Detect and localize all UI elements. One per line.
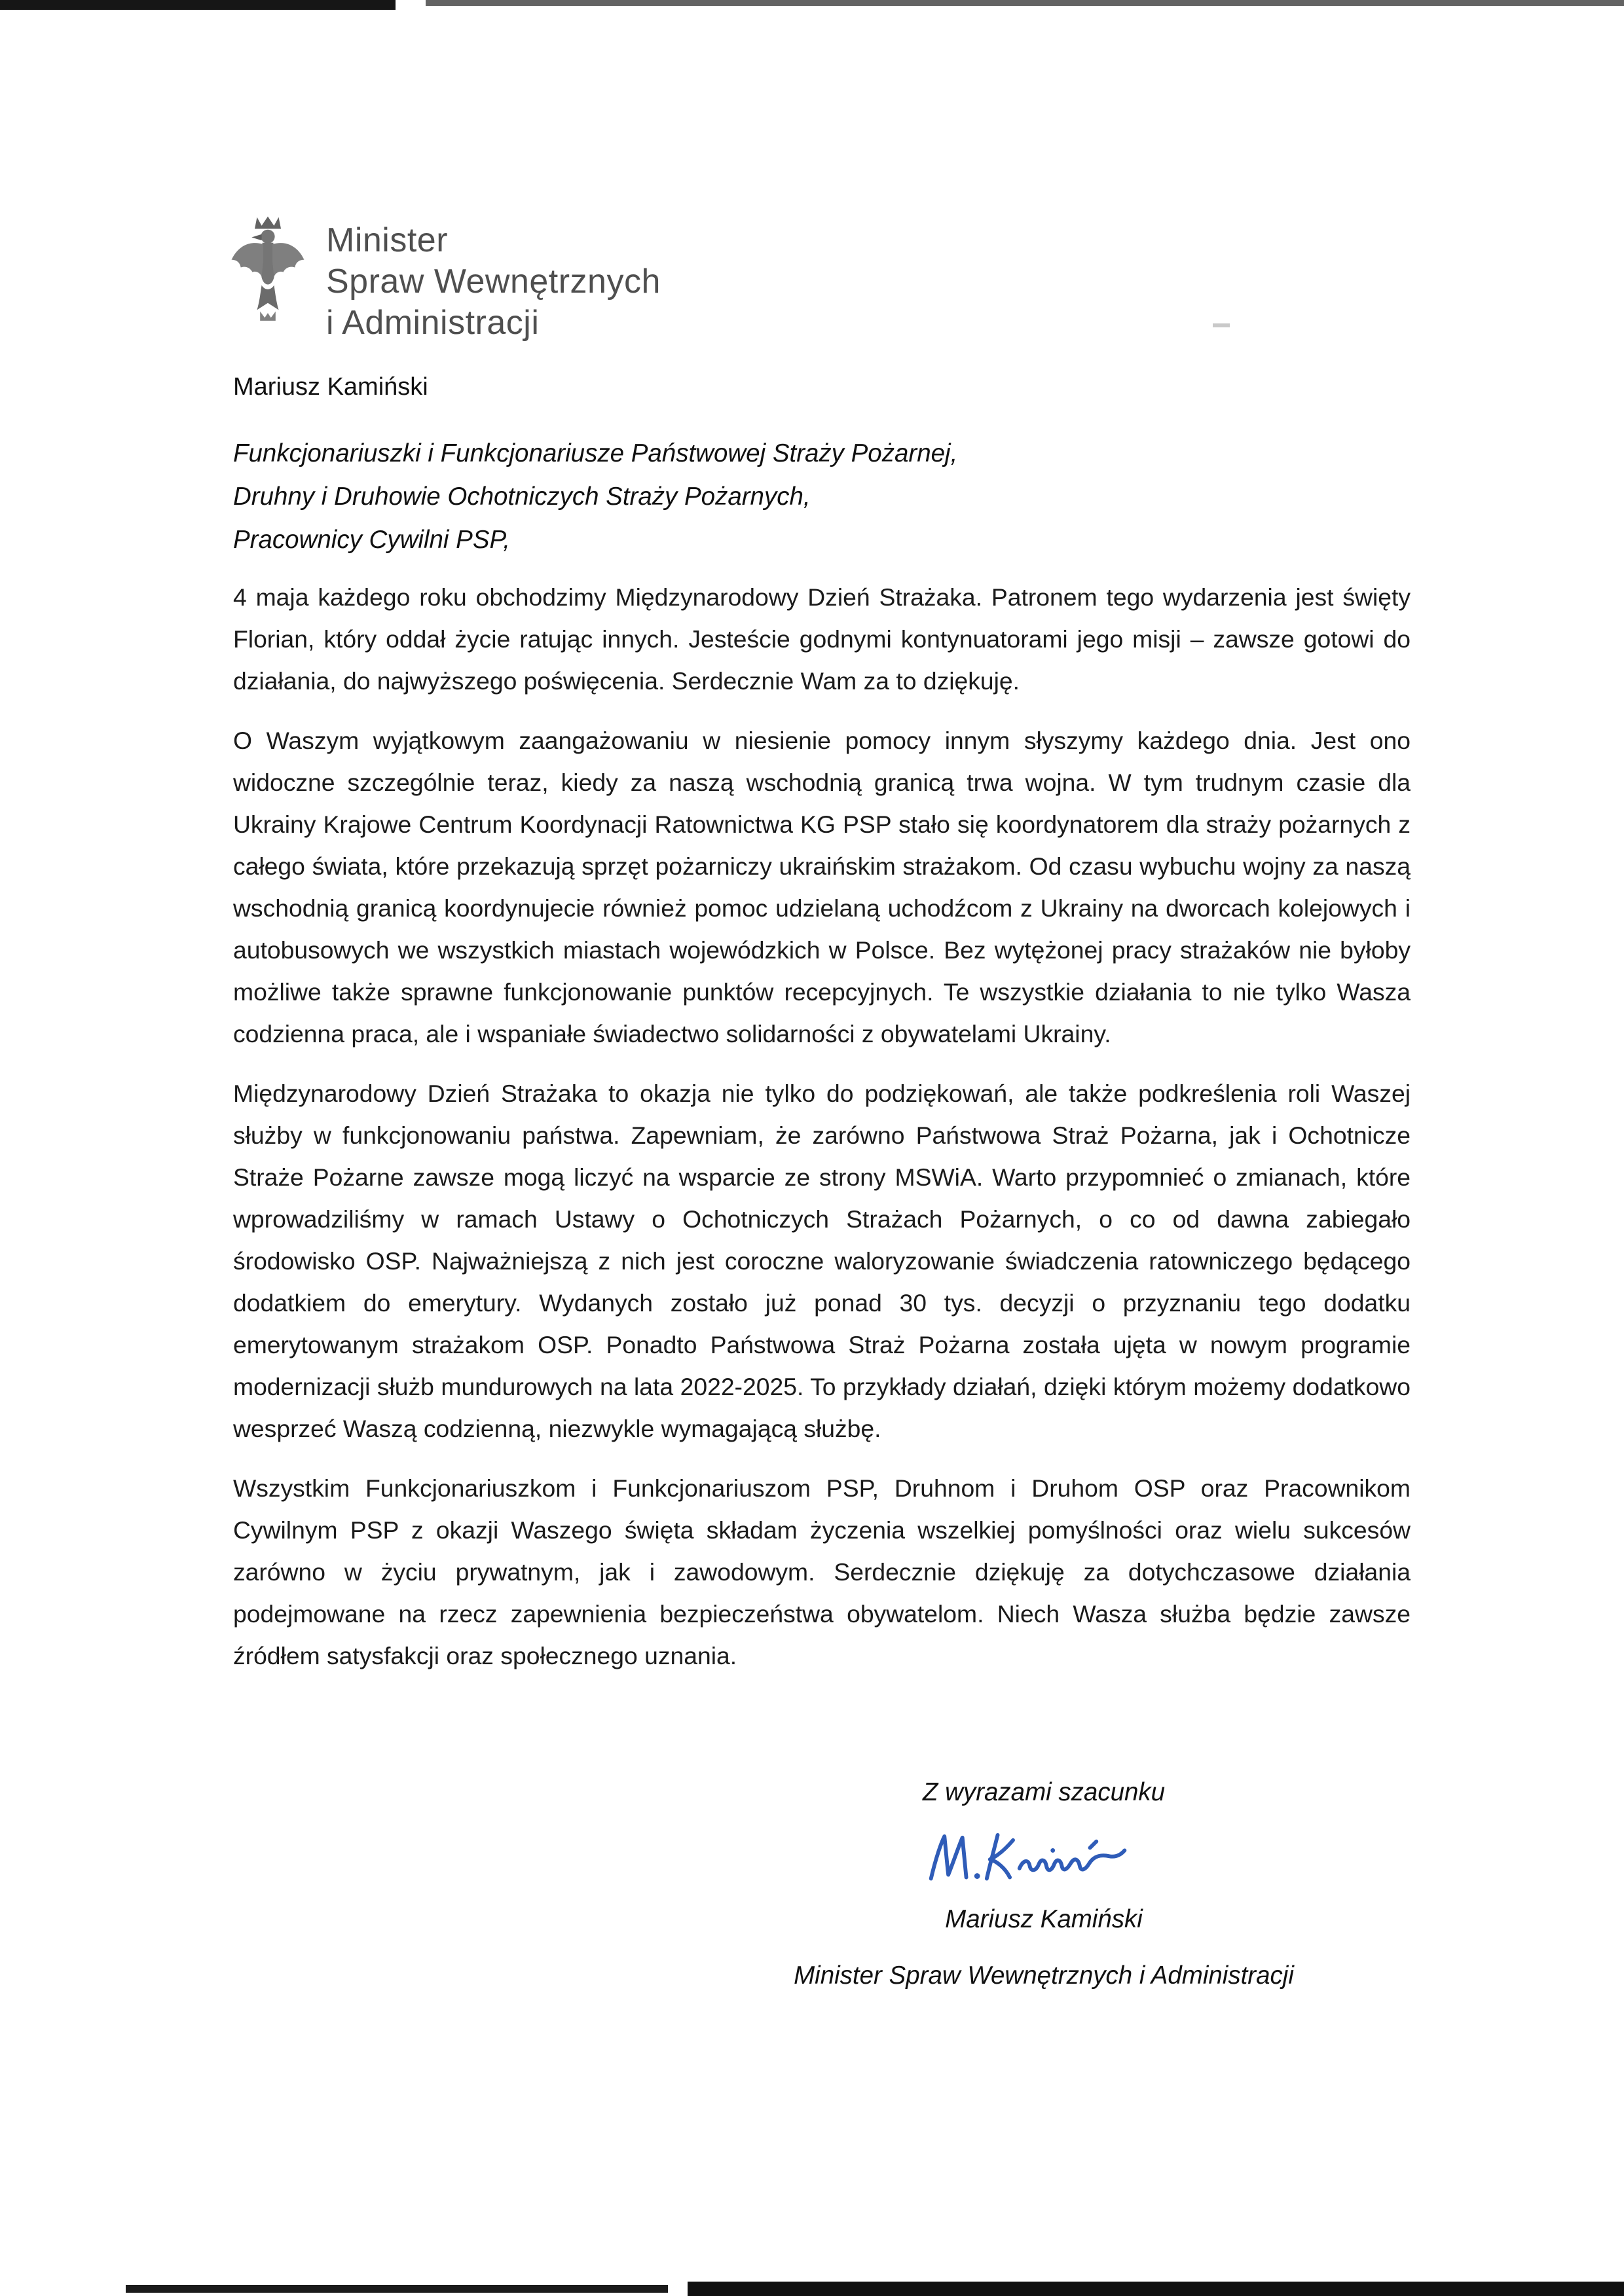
letterhead: [229, 215, 661, 344]
letterhead-line-1: Minister: [326, 221, 449, 259]
scan-artifact-bottom-left: [126, 2285, 668, 2293]
salutation-line-1: Funkcjonariuszki i Funkcjonariusze Państwowej Straży Pożarnej,: [233, 439, 958, 467]
signatory-name: Mariusz Kamiński: [945, 1905, 1143, 1933]
handwritten-signature: [770, 1824, 1318, 1901]
letter-body: [233, 576, 1411, 1694]
paragraph-2: O Waszym wyjątkowym zaangażowaniu w niesienie pomocy innym słyszymy każdego dnia. Jest ono widoczne szczególnie teraz, kiedy za naszą wschodnią granicą trwa wojna. W tym trudnym czasie dla Ukrainy Krajowe Centrum Koordynacji Ratownictwa KG PSP stało się koordynatorem dla straży pożarnych z całego świata, które przekazują sprzęt pożarniczy ukraińskim strażakom. Od czasu wybuchu wojny za naszą wschodnią granicą koordynujecie również pomoc udzielaną uchodźcom z Ukrainy na dworcach kolejowych i autobusowych we wszystkich miastach wojewódzkich w Polsce. Bez wytężonej pracy strażaków nie byłoby możliwe także sprawne funkcjonowanie punktów recepcyjnych. Te wszystkie działania to nie tylko Wasza codzienna praca, ale i wspaniałe świadectwo solidarności z obywatelami Ukrainy.: [233, 727, 1411, 1048]
scan-artifact-bottom-right: [688, 2282, 1624, 2296]
sender-name: Mariusz Kamiński: [233, 373, 428, 401]
letterhead-line-2: Spraw Wewnętrznych: [326, 263, 661, 301]
paragraph-4: Wszystkim Funkcjonariuszkom i Funkcjonariuszom PSP, Druhnom i Druhom OSP oraz Pracownikom Cywilnym PSP z okazji Waszego święta składam życzenia wszelkiej pomyślności oraz wielu sukcesów zarówno w życiu prywatnym, jak i zawodowym. Serdecznie dziękuję za dotychczasowe działania podejmowane na rzecz zapewnienia bezpieczeństwa obywatelom. Niech Wasza służba będzie zawsze źródłem satysfakcji oraz społecznego uznania.: [233, 1474, 1411, 1669]
paragraph-1: 4 maja każdego roku obchodzimy Międzynarodowy Dzień Strażaka. Patronem tego wydarzenia jest święty Florian, który oddał życie ratując innych. Jesteście godnymi kontynuatorami jego misji – zawsze gotowi do działania, do najwyższego poświęcenia. Serdecznie Wam za to dziękuję.: [233, 583, 1411, 695]
letterhead-line-3: i Administracji: [326, 304, 540, 342]
ministry-letterhead-title: [326, 215, 661, 344]
polish-eagle-emblem-icon: [229, 215, 306, 329]
scan-artifact-smudge: [1213, 323, 1230, 327]
scan-artifact-top-right: [426, 0, 1624, 6]
closing-block: [770, 1778, 1318, 1990]
valediction: Z wyrazami szacunku: [922, 1778, 1166, 1806]
salutation: [233, 432, 957, 562]
signature-ink-icon: [922, 1827, 1166, 1898]
scan-artifact-top-left: [0, 0, 396, 10]
signatory-title: Minister Spraw Wewnętrznych i Administracji: [794, 1961, 1294, 1990]
paragraph-3: Międzynarodowy Dzień Strażaka to okazja nie tylko do podziękowań, ale także podkreślenia roli Waszej służby w funkcjonowaniu państwa. Zapewniam, że zarówno Państwowa Straż Pożarna, jak i Ochotnicze Straże Pożarne zawsze mogą liczyć na wsparcie ze strony MSWiA. Warto przypomnieć o zmianach, które wprowadziliśmy w ramach Ustawy o Ochotniczych Strażach Pożarnych, o co od dawna zabiegało środowisko OSP. Najważniejszą z nich jest coroczne waloryzowanie świadczenia ratowniczego będącego dodatkiem do emerytury. Wydanych zostało już ponad 30 tys. decyzji o przyznaniu tego dodatku emerytowanym strażakom OSP. Ponadto Państwowa Straż Pożarna została ujęta w nowym programie modernizacji służb mundurowych na lata 2022-2025. To przykłady działań, dzięki którym możemy dodatkowo wesprzeć Waszą codzienną, niezwykle wymagającą służbę.: [233, 1080, 1411, 1442]
salutation-line-2: Druhny i Druhowie Ochotniczych Straży Pożarnych,: [233, 483, 811, 511]
salutation-line-3: Pracownicy Cywilni PSP,: [233, 526, 510, 554]
